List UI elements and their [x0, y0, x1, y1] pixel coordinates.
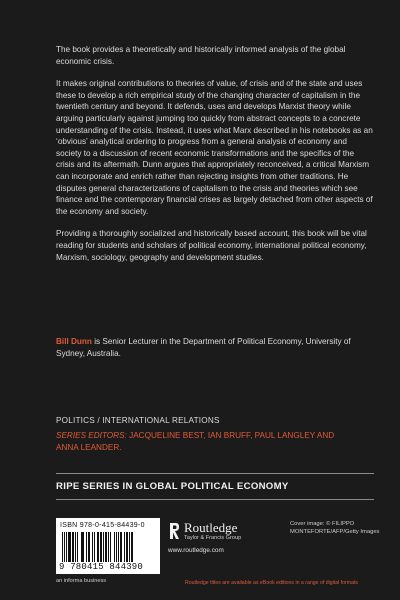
- barcode-bar: [133, 532, 134, 562]
- back-cover-blurb: [56, 44, 374, 274]
- series-editors: [56, 430, 356, 453]
- series-title: RIPE SERIES IN GLOBAL POLITICAL ECONOMY: [56, 481, 289, 492]
- publisher-name: Routledge: [184, 520, 238, 535]
- blurb-paragraph-2: It makes original contributions to theories of value, of crisis and of the state and uses these to develop a rich empirical study of the changing character of capitalism in the twentieth century and beyond. It defends, uses and develops Marxist theory while arguing particularly against jumping too quickly from abstract concepts to a concrete understanding of the crisis. Instead, it uses what Marx described in his notebooks as an ‘obvious’ analytical ordering to progress from a general analysis of economy and society to a discussion of recent economic transformations and the specifics of the crisis and its aftermath. Dunn argues that appropriately reconceived, a critical Marxism can incorporate and enrich rather than rejecting insights from other traditions. He disputes general characterizations of capitalism to the crisis and theories which see finance and the contemporary financial crises as largely detached from other aspects of the economy and society.: [56, 79, 373, 216]
- barcode-bars: [62, 532, 154, 562]
- routledge-logo-icon: [168, 522, 180, 540]
- blurb-paragraph-3: Providing a thoroughly socialized and historically based account, this book will be vital reading for students and scholars of political economy, international political economy, Marxism, sociology, geography and development studies.: [56, 229, 367, 262]
- series-editors-names: JACQUELINE BEST, IAN BRUFF, PAUL LANGLEY AND ANNA LEANDER.: [56, 431, 335, 452]
- barcode-digits: 9 780415 844390: [59, 562, 144, 572]
- author-bio: [56, 336, 374, 359]
- series-editors-label: SERIES EDITORS:: [56, 431, 127, 440]
- ebook-note: Routledge titles are available as eBook editions in a range of digital formats: [185, 580, 359, 586]
- subject-category: POLITICS / INTERNATIONAL RELATIONS: [56, 416, 220, 425]
- informa-tagline: an informa business: [56, 578, 107, 584]
- cover-image-credit: Cover image: © FILIPPO MONTEFORTE/AFP/Getty Images: [290, 521, 380, 535]
- barcode: [56, 518, 160, 574]
- divider-bottom: [56, 499, 374, 500]
- author-name: Bill Dunn: [56, 337, 92, 346]
- author-bio-text: is Senior Lecturer in the Department of Political Economy, University of Sydney, Australia.: [56, 337, 351, 358]
- blurb-paragraph-1: The book provides a theoretically and historically informed analysis of the global economic crisis.: [56, 45, 346, 66]
- isbn-label: ISBN 978-0-415-84439-0: [60, 522, 145, 529]
- publisher-group: Taylor & Francis Group: [184, 535, 242, 541]
- publisher-block: [168, 520, 278, 560]
- divider-top: [56, 473, 374, 474]
- publisher-url: www.routledge.com: [168, 547, 224, 554]
